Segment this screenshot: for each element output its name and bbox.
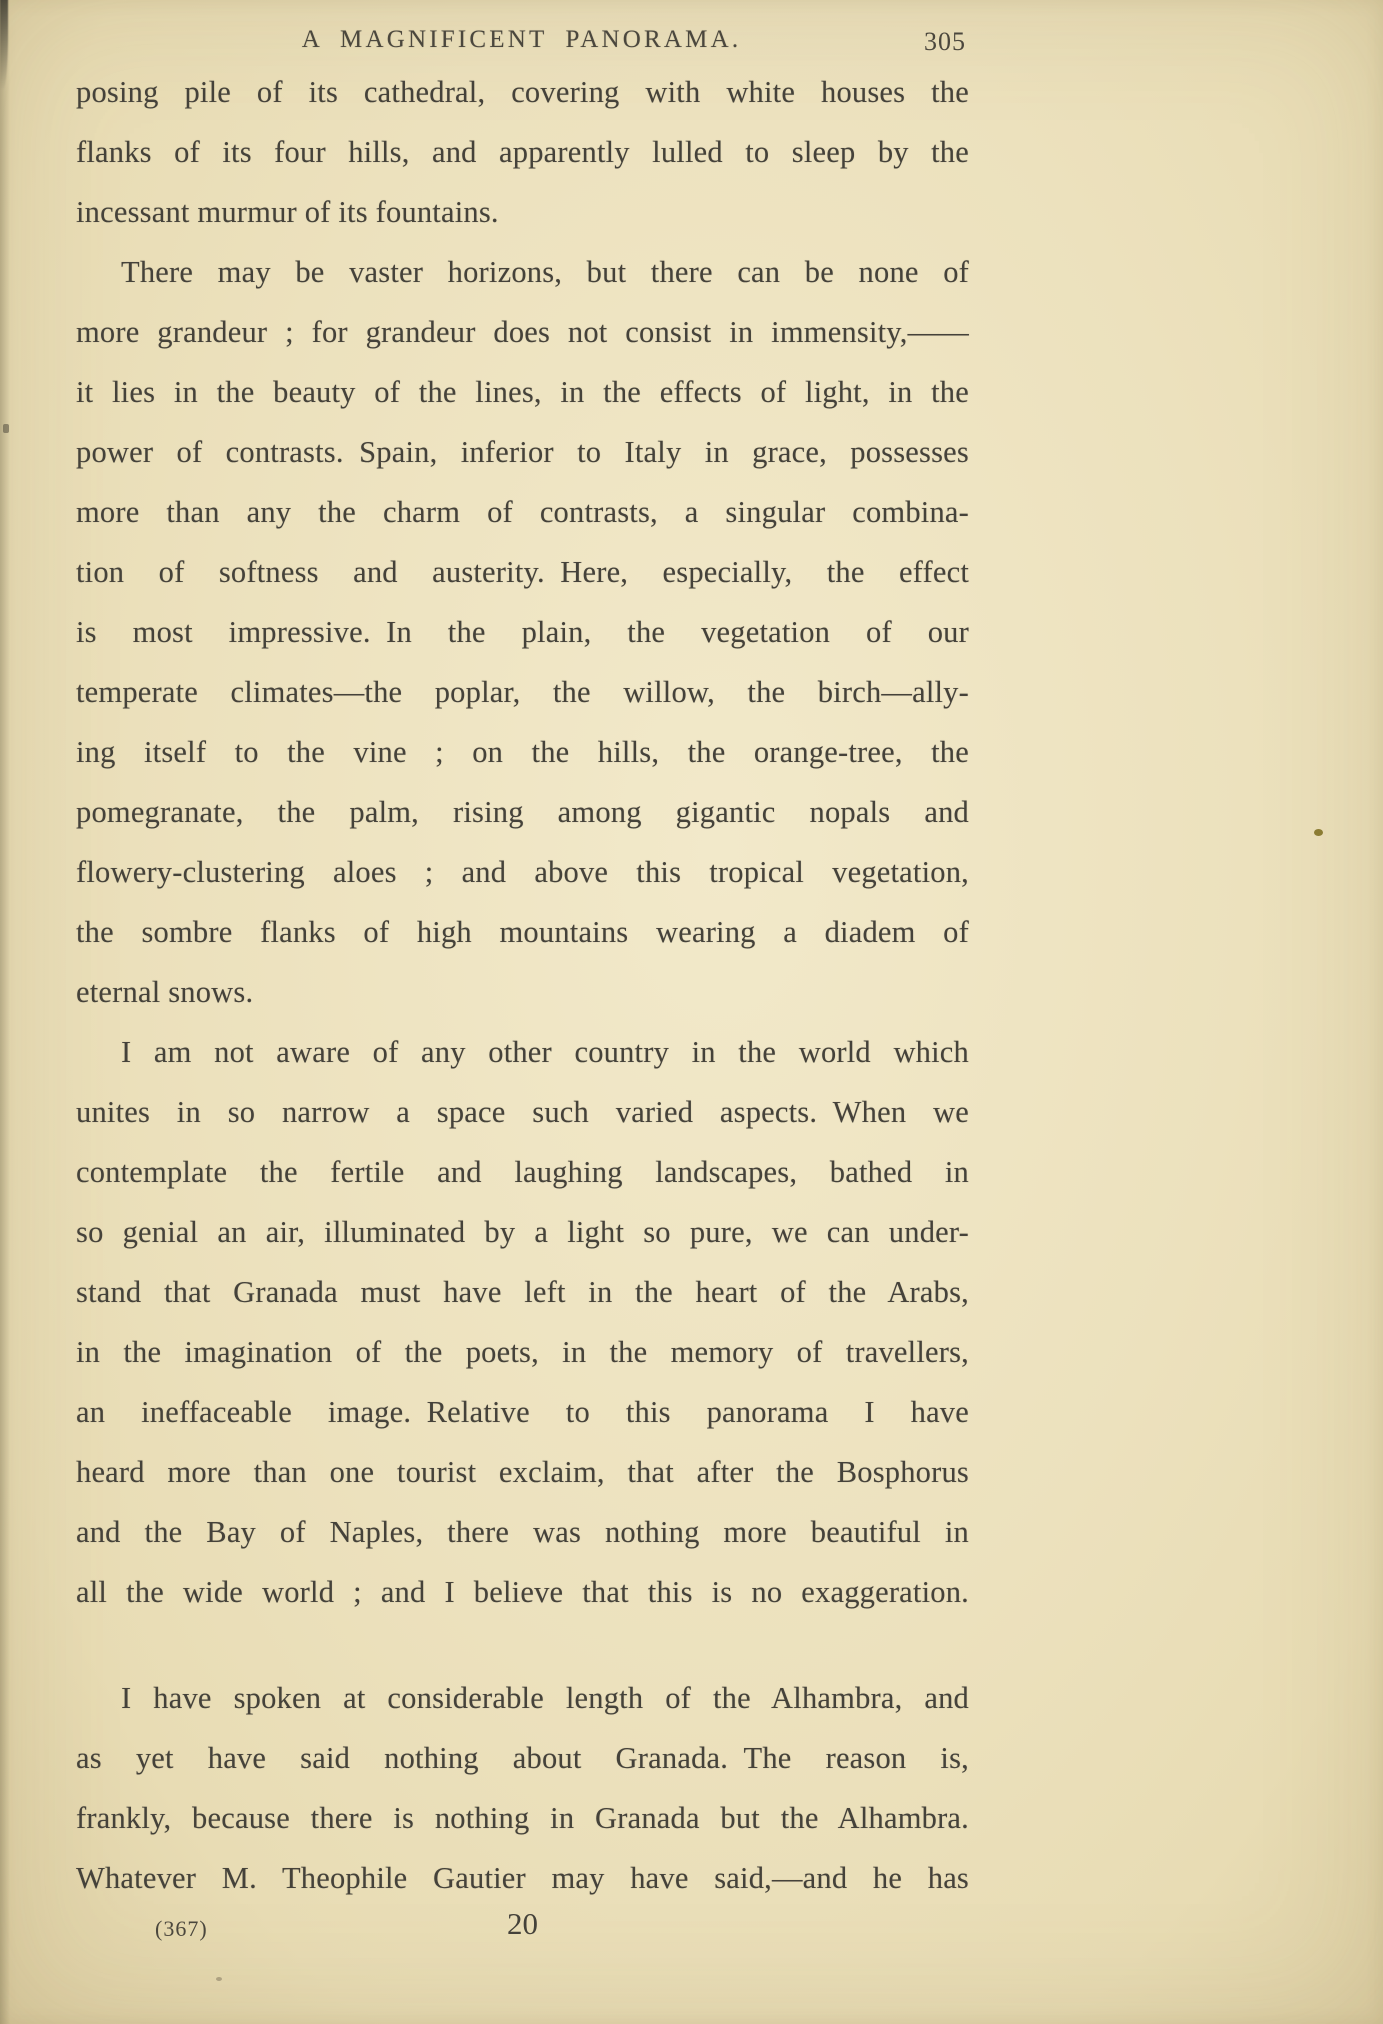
- running-head-title: A MAGNIFICENT PANORAMA.: [301, 26, 742, 53]
- text-line: contemplate the fertile and laughing landscapes, bathed in: [76, 1155, 969, 1189]
- text-line: temperate climates—the poplar, the willow, the birch—ally-: [76, 675, 969, 709]
- text-line: an ineffaceable image. Relative to this panorama I have: [76, 1395, 969, 1429]
- text-block: [76, 62, 969, 1908]
- text-line: Whatever M. Theophile Gautier may have said,—and he has: [76, 1861, 969, 1895]
- running-head: [75, 26, 968, 62]
- text-line: the sombre flanks of high mountains wearing a diadem of: [76, 915, 969, 949]
- text-line: There may be vaster horizons, but there can be none of: [121, 255, 969, 289]
- text-line: heard more than one tourist exclaim, that after the Bosphorus: [76, 1455, 969, 1489]
- paragraph: [76, 1022, 969, 1622]
- paper-speck: [216, 1977, 222, 1981]
- text-line: incessant murmur of its fountains.: [76, 195, 499, 229]
- text-line: more grandeur ; for grandeur does not consist in immensity,——: [76, 315, 969, 349]
- signature-mark: (367): [155, 1916, 208, 1941]
- text-line: I have spoken at considerable length of the Alhambra, and: [121, 1681, 969, 1715]
- paper-speck: [3, 424, 9, 433]
- text-line: as yet have said nothing about Granada. The reason is,: [76, 1741, 969, 1775]
- text-line: eternal snows.: [76, 975, 254, 1009]
- page-number: 305: [924, 27, 966, 56]
- paper-speck: [1314, 829, 1323, 836]
- text-line: power of contrasts. Spain, inferior to Italy in grace, possesses: [76, 435, 969, 469]
- text-line: more than any the charm of contrasts, a singular combina-: [76, 495, 969, 529]
- text-line: flanks of its four hills, and apparently lulled to sleep by the: [76, 135, 969, 169]
- scan-edge-shade: [0, 0, 10, 2024]
- text-line: frankly, because there is nothing in Granada but the Alhambra.: [76, 1801, 969, 1835]
- text-line: and the Bay of Naples, there was nothing more beautiful in: [76, 1515, 969, 1549]
- paragraph: [76, 1668, 969, 1908]
- text-line: is most impressive. In the plain, the vegetation of our: [76, 615, 969, 649]
- text-line: all the wide world ; and I believe that this is no exaggeration.: [76, 1575, 969, 1609]
- text-line: ing itself to the vine ; on the hills, the orange-tree, the: [76, 735, 969, 769]
- text-line: flowery-clustering aloes ; and above this tropical vegetation,: [76, 855, 969, 889]
- text-line: it lies in the beauty of the lines, in the effects of light, in the: [76, 375, 969, 409]
- text-line: I am not aware of any other country in the world which: [121, 1035, 969, 1069]
- text-line: unites in so narrow a space such varied aspects. When we: [76, 1095, 969, 1129]
- text-line: in the imagination of the poets, in the memory of travellers,: [76, 1335, 969, 1369]
- text-line: so genial an air, illuminated by a light so pure, we can under-: [76, 1215, 969, 1249]
- text-line: posing pile of its cathedral, covering with white houses the: [76, 75, 969, 109]
- bottom-folio: 20: [507, 1906, 538, 1941]
- paragraph: [76, 242, 969, 1022]
- text-line: tion of softness and austerity. Here, especially, the effect: [76, 555, 969, 589]
- paragraph: [76, 62, 969, 242]
- text-line: stand that Granada must have left in the heart of the Arabs,: [76, 1275, 969, 1309]
- text-line: pomegranate, the palm, rising among gigantic nopals and: [76, 795, 969, 829]
